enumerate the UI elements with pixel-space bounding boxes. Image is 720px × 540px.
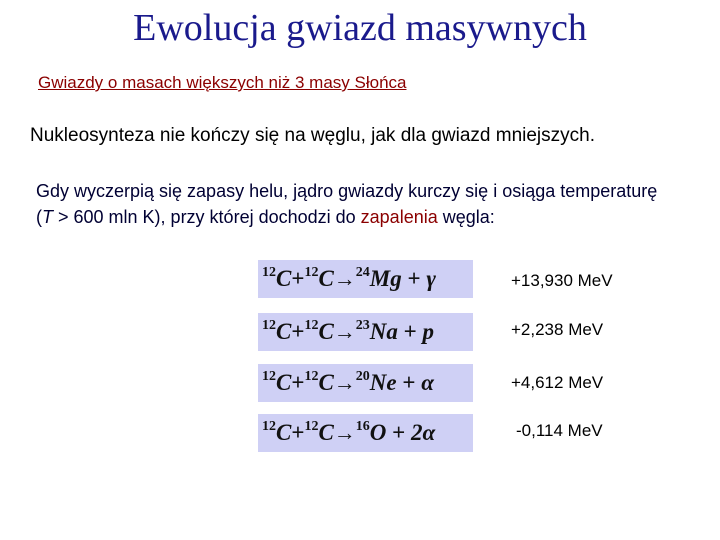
element-symbol: C [318,266,334,291]
mass-number: 12 [262,369,276,384]
reaction-arrow: → [333,319,356,344]
element-symbol: Na [369,319,398,344]
paragraph-text-1: Gdy wyczerpią się zapasy helu, jądro gwiazdy kurczy się i osiąga temperaturę ( [36,181,658,227]
element-symbol: C [276,370,292,395]
element-symbol: C [276,420,292,445]
paragraph-nucleosynthesis: Nukleosynteza nie kończy się na węglu, jak dla gwiazd mniejszych. [30,125,595,146]
product-particle: α [421,370,434,395]
paragraph-carbon-ignition [36,178,676,230]
element-symbol: C [318,420,334,445]
reaction-energy: -0,114 MeV [516,421,603,440]
product-particle: 2α [411,420,436,445]
reaction-energy: +2,238 MeV [511,320,604,339]
mass-number: 24 [355,265,370,280]
reaction-arrow: → [333,266,356,291]
mass-number: 20 [355,369,370,384]
page-title: Ewolucja gwiazd masywnych [133,7,587,49]
element-symbol: C [276,319,292,344]
reaction-equation-neon [258,364,473,402]
reaction-arrow: → [333,420,356,445]
paragraph-text-3: węgla: [437,207,495,227]
reaction-energy: +4,612 MeV [511,373,604,392]
reaction-equation-magnesium [258,260,473,298]
element-symbol: Mg [369,266,402,291]
mass-number: 12 [304,369,319,384]
mass-number: 12 [262,419,276,434]
plus-sign: + [403,319,417,344]
paragraph-text-2: > 600 mln K), przy której dochodzi do [53,207,361,227]
plus-sign: + [392,420,406,445]
plus-sign: + [291,319,305,344]
mass-number: 12 [304,265,319,280]
product-particle: γ [426,266,436,291]
element-symbol: C [318,370,334,395]
plus-sign: + [291,370,305,395]
element-symbol: C [276,266,292,291]
plus-sign: + [402,370,416,395]
subtitle: Gwiazdy o masach większych niż 3 masy Słońca [38,73,407,92]
reaction-equation-oxygen [258,414,473,452]
mass-number: 23 [355,318,370,333]
product-particle: p [422,319,435,344]
temperature-symbol: T [42,207,53,227]
plus-sign: + [407,266,421,291]
plus-sign: + [291,420,305,445]
mass-number: 12 [262,265,276,280]
plus-sign: + [291,266,305,291]
reaction-energy: +13,930 MeV [511,271,613,290]
element-symbol: C [318,319,334,344]
reaction-arrow: → [333,370,356,395]
mass-number: 12 [262,318,276,333]
mass-number: 16 [355,419,370,434]
element-symbol: O [369,420,387,445]
element-symbol: Ne [369,370,397,395]
reaction-equation-sodium [258,313,473,351]
highlight-ignition: zapalenia [360,207,438,227]
mass-number: 12 [304,419,319,434]
mass-number: 12 [304,318,319,333]
